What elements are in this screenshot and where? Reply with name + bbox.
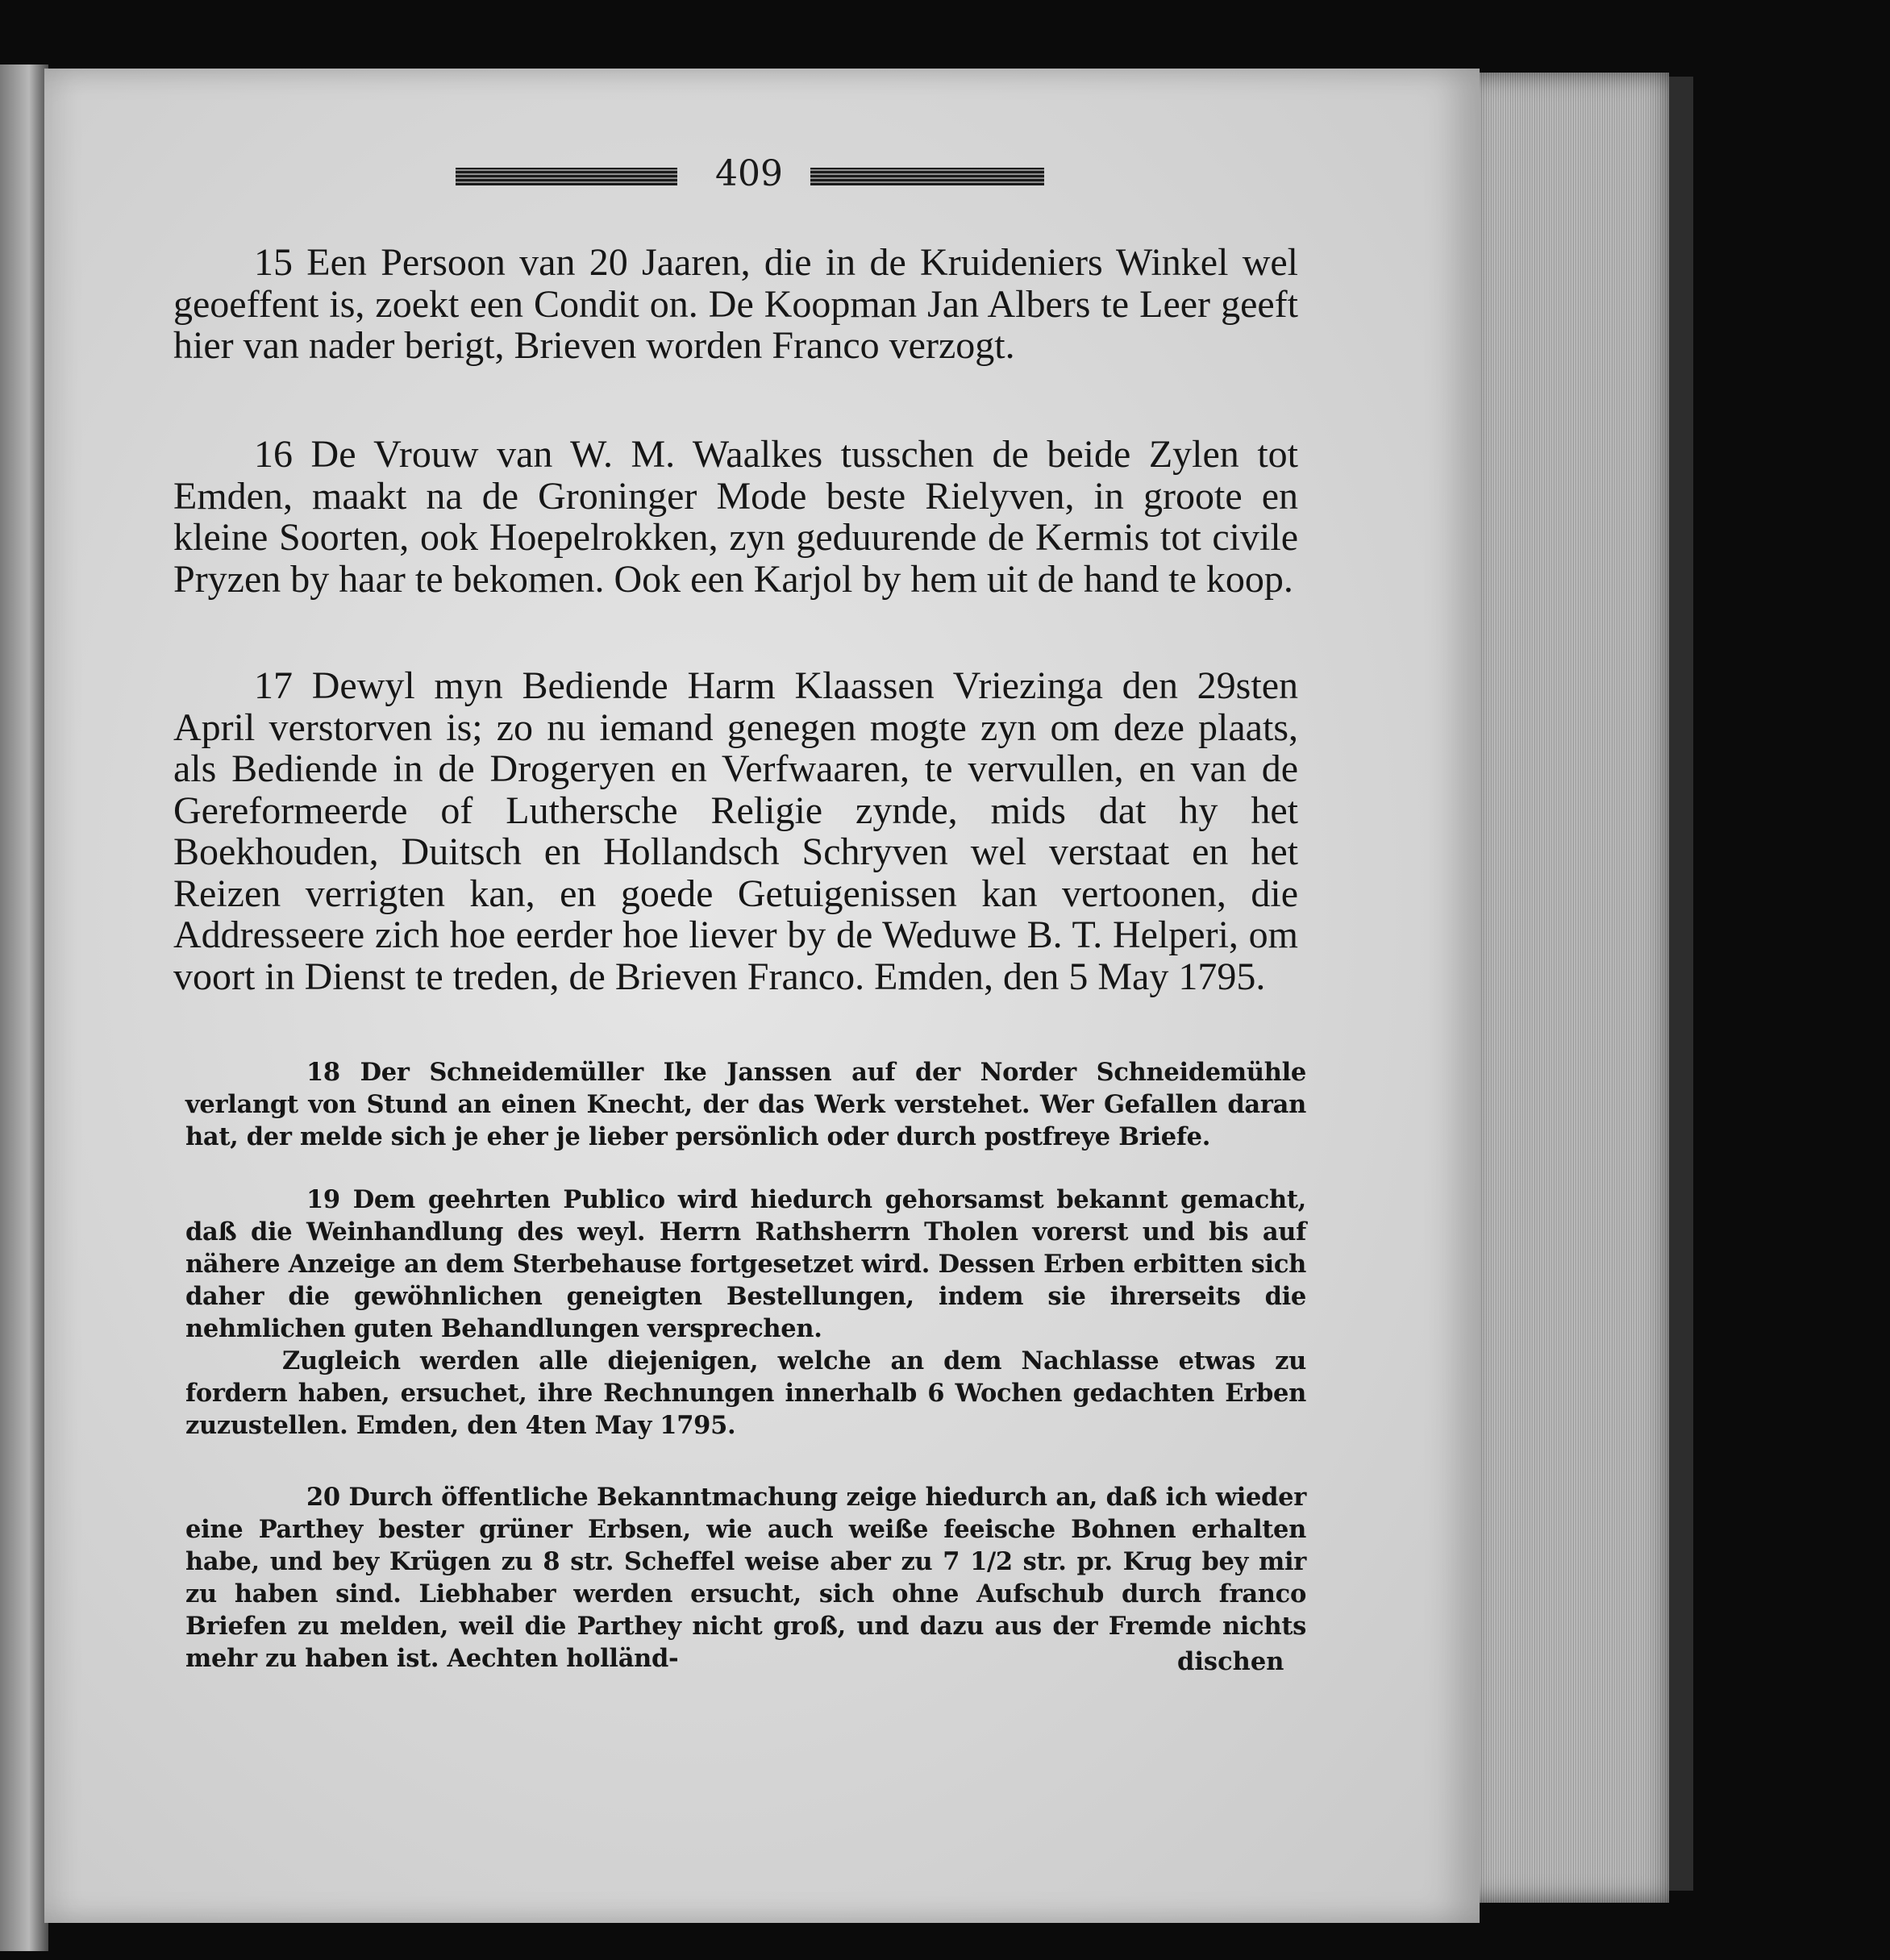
entry-number: 15	[254, 241, 293, 284]
header-rule-right	[810, 168, 1044, 185]
entry-number: 18	[306, 1058, 340, 1087]
entry-19	[185, 1184, 1306, 1345]
entry-text: Zugleich werden alle diejenigen, welche an dem Nachlasse etwas zu fordern haben, ersuchet, ihre Rechnungen innerhalb 6 Wochen gedachten Erben zuzustellen. Emden, den 4ten May 1795.	[185, 1346, 1306, 1440]
page-header	[456, 153, 1044, 202]
entry-20	[185, 1481, 1306, 1675]
book-fore-edge	[1467, 73, 1669, 1903]
entry-19-continuation	[185, 1345, 1306, 1442]
entry-text: Durch öffentliche Bekanntmachung zeige hiedurch an, daß ich wieder eine Parthey bester grüner Erbsen, wie auch weiße feeische Bohnen erhalten habe, und bey Krügen zu 8 str. Scheffel weise aber zu 7 1/2 str. pr. Krug bey mir zu haben sind. Liebhaber werden ersucht, sich ohne Aufschub durch franco Briefen zu melden, weil die Parthey nicht groß, und dazu aus der Fremde nichts mehr zu haben ist. Aechten holländ-	[185, 1483, 1306, 1673]
page-number: 409	[715, 153, 783, 194]
header-rule-left	[456, 168, 677, 185]
entry-18	[185, 1056, 1306, 1153]
entry-number: 20	[306, 1483, 340, 1512]
entry-text: Dewyl myn Bediende Harm Klaassen Vriezinga den 29sten April verstorven is; zo nu iemand genegen mogte zyn om deze plaats, als Bediende in de Drogeryen en Verfwaaren, te vervullen, en van de Gereformeerde of Luthersche Religie zynde, mids dat hy het Boekhouden, Duitsch en Hollandsch Schryven wel verstaat en het Reizen verrigten kan, en goede Getuigenissen kan vertoonen, die Addresseere zich hoe eerder hoe liever by de Weduwe B. T. Helperi, om voort in Dienst te treden, de Brieven Franco. Emden, den 5 May 1795.	[173, 664, 1298, 998]
entry-text: Der Schneidemüller Ike Janssen auf der Norder Schneidemühle verlangt von Stund an einen Knecht, der das Werk verstehet. Wer Gefallen daran hat, der melde sich je eher je lieber persönlich oder durch postfreye Briefe.	[185, 1058, 1306, 1151]
entry-text: Dem geehrten Publico wird hiedurch gehorsamst bekannt gemacht, daß die Weinhandlung des weyl. Herrn Rathsherrn Tholen vorerst und bis auf nähere Anzeige an dem Sterbehause fortgesetzet wird. Dessen Erben erbitten sich daher die gewöhnlichen geneigten Bestellungen, indem sie ihrerseits die nehmlichen guten Behandlungen versprechen.	[185, 1185, 1307, 1343]
entry-number: 17	[254, 664, 293, 707]
entry-17	[173, 665, 1298, 997]
entry-15	[173, 242, 1298, 367]
catchword: dischen	[1177, 1647, 1284, 1676]
entry-number: 16	[254, 433, 293, 476]
entry-16	[173, 434, 1298, 600]
book-cover-edge	[1669, 77, 1693, 1891]
entry-number: 19	[306, 1185, 340, 1214]
entry-text: Een Persoon van 20 Jaaren, die in de Kruideniers Winkel wel geoeffent is, zoekt een Condit on. De Koopman Jan Albers te Leer geeft hier van nader berigt, Brieven worden Franco verzogt.	[173, 241, 1299, 367]
facing-page-edge	[0, 65, 48, 1951]
entry-text: De Vrouw van W. M. Waalkes tusschen de beide Zylen tot Emden, maakt na de Groninger Mode beste Rielyven, in groote en kleine Soorten, ook Hoepelrokken, zyn geduurende de Kermis tot civile Pryzen by haar te bekomen. Ook een Karjol by hem uit de hand te koop.	[173, 433, 1299, 601]
